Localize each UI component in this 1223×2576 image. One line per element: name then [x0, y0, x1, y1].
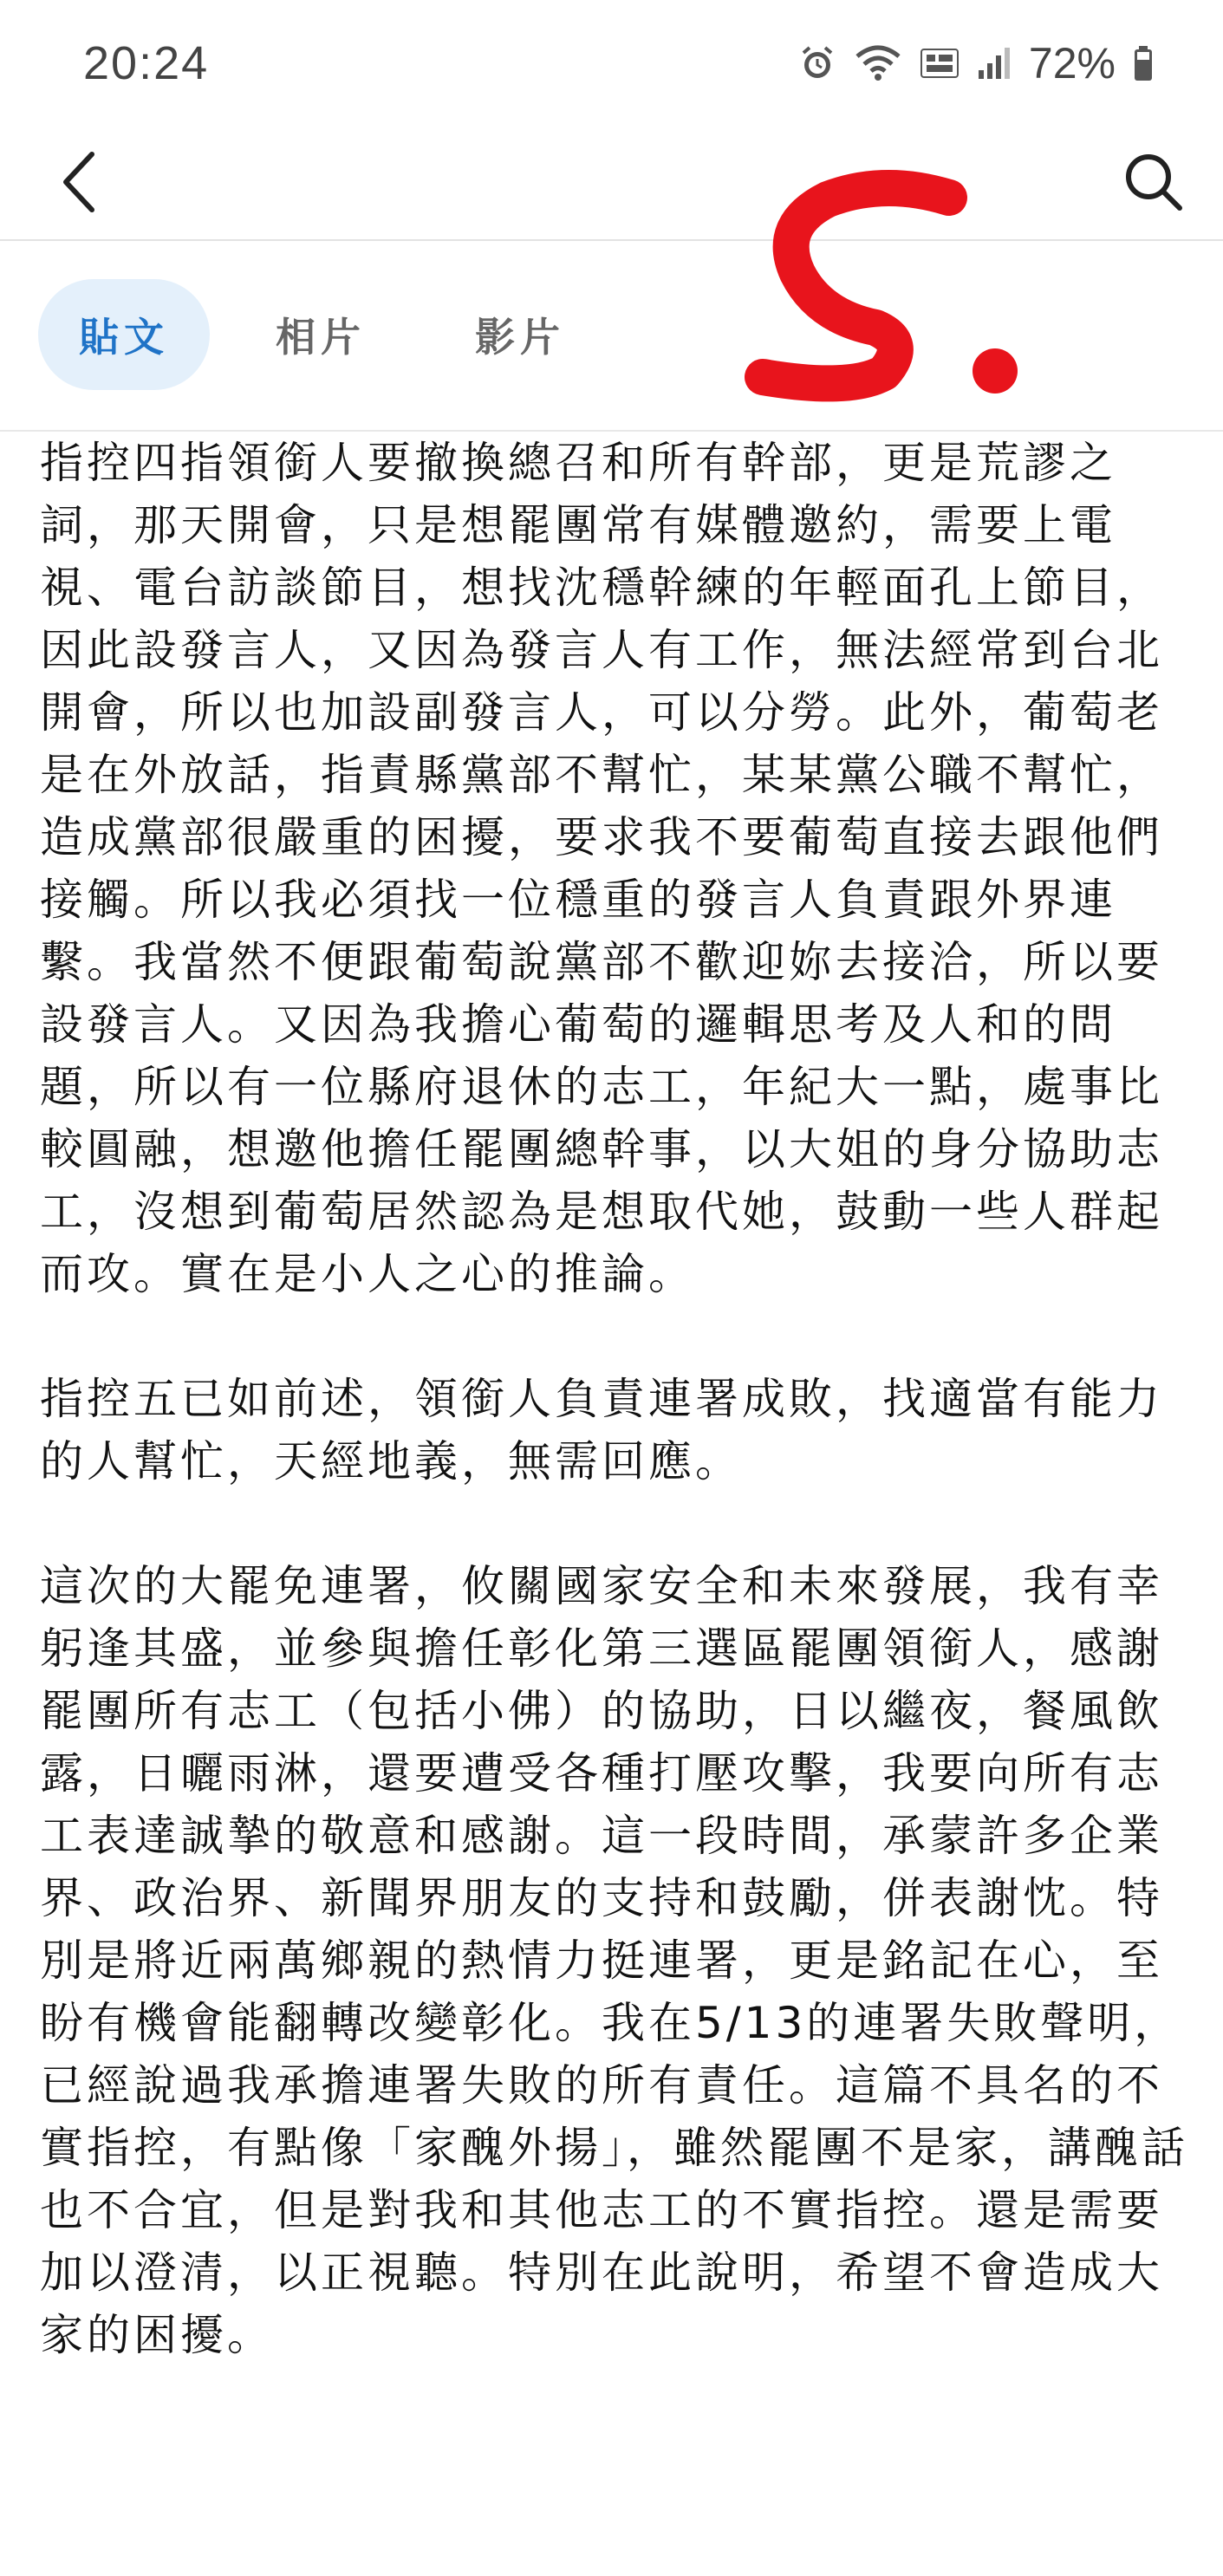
search-icon	[1122, 151, 1185, 213]
status-icons	[798, 38, 1154, 88]
tab-videos[interactable]: 影片	[475, 314, 565, 361]
volte-icon	[920, 44, 960, 82]
back-button[interactable]	[43, 139, 113, 225]
post-body	[40, 432, 1193, 2429]
search-button[interactable]	[1110, 139, 1197, 225]
status-bar	[0, 0, 1223, 121]
red-handwritten-mark	[711, 165, 1040, 416]
tab-posts[interactable]: 貼文	[38, 279, 210, 390]
battery-icon	[1133, 44, 1154, 82]
post-paragraph: 指控五已如前述，領銜人負責連署成敗，找適當有能力的人幫忙，天經地義，無需回應。	[40, 1374, 1163, 1486]
status-time: 20:24	[83, 37, 210, 89]
post-paragraph: 這次的大罷免連署，攸關國家安全和未來發展，我有幸躬逢其盛，並參與擔任彰化第三選區罷團領銜人，感謝罷團所有志工（包括小佛）的協助，日以繼夜，餐風飲露，日曬雨淋，還要遭受各種打壓攻擊，我要向所有志工表達誠摯的敬意和感謝。這一段時間，承蒙許多企業界、政治界、新聞界朋友的支持和鼓勵，併表謝忱。特別是將近兩萬鄉親的熱情力挺連署，更是銘記在心，至盼有機會能翻轉改變彰化。我在5/13的連署失敗聲明，已經說過我承擔連署失敗的所有責任。這篇不具名的不實指控，有點像「家醜外揚」，雖然罷團不是家，講醜話也不合宜，但是對我和其他志工的不實指控。還是需要加以澄清，以正視聽。特別在此說明，希望不會造成大家的困擾。	[40, 1561, 1188, 2360]
post-paragraph: 指控四指領銜人要撤換總召和所有幹部，更是荒謬之詞，那天開會，只是想罷團常有媒體邀約，需要上電視、電台訪談節目，想找沈穩幹練的年輕面孔上節目，因此設發言人，又因為發言人有工作，無法經常到台北開會，所以也加設副發言人，可以分勞。此外，葡萄老是在外放話，指責縣黨部不幫忙，某某黨公職不幫忙，造成黨部很嚴重的困擾，要求我不要葡萄直接去跟他們接觸。所以我必須找一位穩重的發言人負責跟外界連繫。我當然不便跟葡萄說黨部不歡迎妳去接洽，所以要設發言人。又因為我擔心葡萄的邏輯思考及人和的問題，所以有一位縣府退休的志工，年紀大一點，處事比較圓融，想邀他擔任罷團總幹事，以大姐的身分協助志工，沒想到葡萄居然認為是想取代她，鼓動一些人群起而攻。實在是小人之心的推論。	[40, 438, 1163, 1299]
chevron-left-icon	[59, 149, 97, 215]
battery-percent: 72%	[1028, 39, 1116, 88]
signal-icon	[977, 44, 1012, 82]
tab-photos[interactable]: 相片	[276, 314, 366, 361]
alarm-icon	[798, 44, 836, 82]
wifi-icon	[854, 44, 902, 82]
